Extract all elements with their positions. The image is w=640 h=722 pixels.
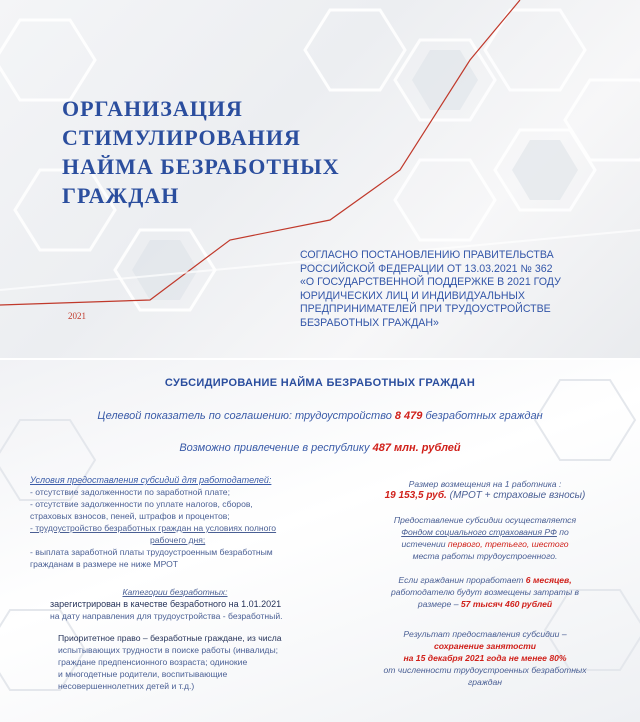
compensation-value: 19 153,5 руб. <box>384 490 447 501</box>
condition-item: рабочего дня; <box>150 535 206 545</box>
result-line: от численности трудоустроенных безработных <box>383 665 587 675</box>
fund-line: по <box>556 527 569 537</box>
condition-item: - выплата заработной платы трудоустроенным безработным <box>30 547 273 557</box>
funding-line <box>0 442 640 454</box>
title-line: ОРГАНИЗАЦИЯ <box>62 96 243 121</box>
decree-line: ЮРИДИЧЕСКИХ ЛИЦ И ИНДИВИДУАЛЬНЫХ <box>300 289 525 302</box>
six-months-line: размере – <box>417 599 461 609</box>
condition-item: - отсутствие задолженности по уплате налогов, сборов, <box>30 499 253 509</box>
condition-item: - отсутствие задолженности по заработной плате; <box>30 487 230 497</box>
six-months-line: работодателю будут возмещены затраты в <box>390 587 580 597</box>
result-highlight: на 15 декабря 2021 года не менее 80% <box>403 653 567 663</box>
priority-line: и многодетные родители, воспитывающие <box>58 669 228 679</box>
target-prefix: Целевой показатель по соглашению: трудоустройство <box>97 410 395 422</box>
priority-line: граждане предпенсионного возраста; одинокие <box>58 657 248 667</box>
title-slide <box>0 0 640 358</box>
result-highlight: сохранение занятости <box>433 641 537 651</box>
conditions-block <box>30 474 330 570</box>
decree-text <box>300 249 630 331</box>
category-heading: Категории безработных: <box>122 587 228 597</box>
priority-line: несовершеннолетних детей и т.д.) <box>58 681 195 691</box>
priority-line: испытывающих трудности в поиске работы (инвалиды; <box>58 645 279 655</box>
result-line: граждан <box>468 677 502 687</box>
six-months-line: Если гражданин проработает <box>398 575 526 585</box>
compensation-block <box>350 478 620 502</box>
priority-line: Приоритетное право – безработные граждане, из числа <box>58 633 282 643</box>
decree-line: БЕЗРАБОТНЫХ ГРАЖДАН» <box>300 316 439 329</box>
fund-name: Фондом социального страхования РФ <box>401 527 557 537</box>
condition-item: гражданам в размере не ниже МРОТ <box>30 559 179 569</box>
decree-line: РОССИЙСКОЙ ФЕДЕРАЦИИ ОТ 13.03.2021 № 362 <box>300 262 553 275</box>
fund-line: истечении <box>401 539 448 549</box>
funding-prefix: Возможно привлечение в республику <box>179 442 373 454</box>
conditions-heading: Условия предоставления субсидий для работодателей: <box>30 475 272 485</box>
decree-line: «О ГОСУДАРСТВЕННОЙ ПОДДЕРЖКЕ В 2021 ГОДУ <box>300 276 561 289</box>
six-months-block <box>350 574 620 610</box>
category-block <box>50 586 340 622</box>
category-line: зарегистрирован в качестве безработного на 1.01.2021 <box>50 599 282 609</box>
six-months-value: 6 месяцев, <box>525 575 572 585</box>
funding-value: 487 млн. рублей <box>372 442 461 454</box>
condition-item: страховых взносов, пеней, штрафов и процентов; <box>30 511 230 521</box>
section-title: СУБСИДИРОВАНИЕ НАЙМА БЕЗРАБОТНЫХ ГРАЖДАН <box>164 377 476 389</box>
page-title <box>62 94 392 210</box>
target-indicator <box>0 410 640 422</box>
target-suffix: безработных граждан <box>422 410 543 422</box>
condition-item: - трудоустройство безработных граждан на условиях полного <box>30 523 277 533</box>
compensation-line: Размер возмещения на 1 работника : <box>408 479 562 489</box>
title-line: СТИМУЛИРОВАНИЯ <box>62 125 301 150</box>
fund-block <box>350 514 620 562</box>
compensation-note: (МРОТ + страховые взносы) <box>446 490 586 501</box>
target-value: 8 479 <box>394 410 423 422</box>
fund-line: места работы трудоустроенного. <box>412 551 558 561</box>
title-line: НАЙМА БЕЗРАБОТНЫХ <box>62 154 340 179</box>
fund-line: Предоставление субсидии осуществляется <box>393 515 577 525</box>
result-line: Результат предоставления субсидии – <box>403 629 567 639</box>
fund-periods: первого, третьего, шестого <box>447 539 569 549</box>
title-line: ГРАЖДАН <box>62 183 180 208</box>
decree-line: ПРЕДПРИНИМАТЕЛЕЙ ПРИ ТРУДОУСТРОЙСТВЕ <box>300 303 551 316</box>
year-label: 2021 <box>68 311 86 321</box>
six-months-amount: 57 тысяч 460 рублей <box>460 599 553 609</box>
decree-line: СОГЛАСНО ПОСТАНОВЛЕНИЮ ПРАВИТЕЛЬСТВА <box>300 249 554 261</box>
category-line: на дату направления для трудоустройства - безработный. <box>50 611 283 621</box>
priority-block <box>58 632 338 692</box>
result-block <box>350 628 620 688</box>
